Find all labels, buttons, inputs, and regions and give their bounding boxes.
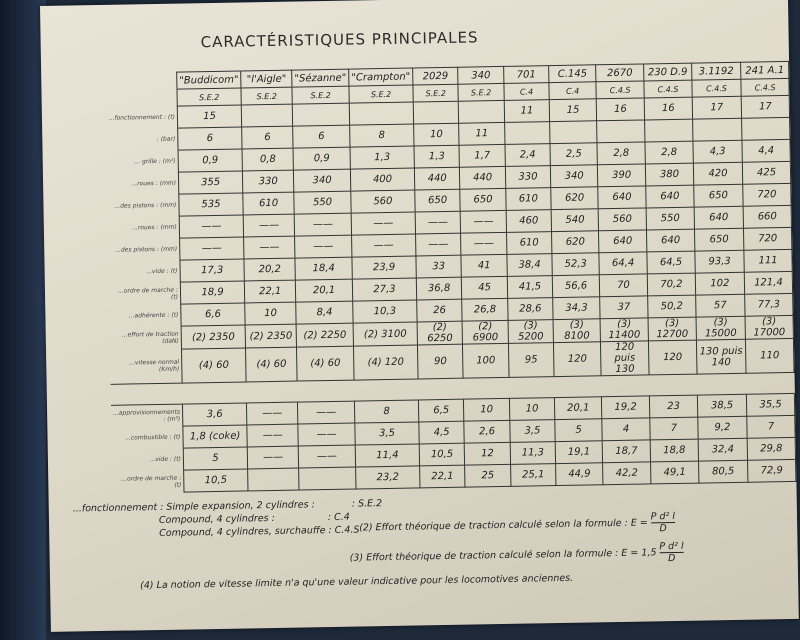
table-cell: 650 bbox=[694, 184, 744, 207]
table-cell: —— bbox=[247, 446, 298, 469]
table-cell: 1,3 bbox=[414, 145, 460, 168]
table-cell: 0,9 bbox=[178, 149, 243, 172]
column-header-type: C.4.S bbox=[644, 80, 692, 98]
table-cell: 10,5 bbox=[419, 443, 465, 466]
table-cell bbox=[292, 103, 349, 126]
table-cell: 57 bbox=[696, 294, 746, 317]
characteristics-table-area bbox=[105, 61, 796, 494]
table-cell: (3) 8100 bbox=[553, 319, 600, 343]
table-cell: 650 bbox=[460, 188, 506, 211]
column-header-type: C.4.S bbox=[596, 81, 644, 99]
table-cell: 3,6 bbox=[182, 403, 247, 426]
column-header-type: S.E.2 bbox=[458, 83, 504, 101]
header-spacer bbox=[105, 72, 177, 90]
table-cell: 130 puis 140 bbox=[696, 339, 746, 374]
table-cell: 25,1 bbox=[510, 464, 556, 487]
column-header-type: S.E.2 bbox=[292, 86, 349, 104]
table-cell: —— bbox=[180, 237, 245, 260]
table-cell: 610 bbox=[506, 232, 552, 255]
table-cell: 64,5 bbox=[647, 251, 695, 274]
footnote-1a-code: : S.E.2 bbox=[351, 498, 383, 510]
table-cell: 41 bbox=[461, 254, 507, 277]
table-cell: —— bbox=[247, 402, 298, 425]
footnote-2 bbox=[359, 511, 675, 540]
row-label: ...adhérente : (t) bbox=[128, 311, 179, 320]
facing-page-edge bbox=[0, 0, 46, 640]
table-cell: 440 bbox=[460, 166, 506, 189]
footnote-1b-code: : C.4 bbox=[327, 511, 350, 524]
table-cell: 18,8 bbox=[650, 439, 698, 462]
table-cell: 640 bbox=[647, 229, 695, 252]
table-cell: 11,4 bbox=[355, 444, 419, 467]
table-cell: 22,1 bbox=[420, 465, 466, 488]
table-cell: 650 bbox=[694, 228, 744, 251]
table-cell bbox=[645, 119, 693, 142]
table-cell: 72,9 bbox=[748, 459, 796, 482]
row-label: ...ordre de marche : (t) bbox=[118, 286, 179, 301]
footnote-1b bbox=[159, 512, 350, 526]
column-header-name: "Buddicom" bbox=[177, 71, 242, 89]
table-cell: 380 bbox=[645, 163, 693, 186]
column-header-name: C.145 bbox=[549, 65, 596, 83]
table-cell: 38,5 bbox=[697, 394, 747, 417]
table-cell: 6,5 bbox=[418, 399, 464, 422]
row-label: ...roues : (mm) bbox=[131, 179, 177, 188]
header-spacer bbox=[105, 89, 177, 107]
table-cell: 37 bbox=[600, 296, 648, 319]
table-cell: 20,1 bbox=[555, 397, 602, 420]
table-cell: 440 bbox=[414, 167, 460, 190]
table-cell: —— bbox=[461, 210, 507, 233]
table-cell: (2) 6250 bbox=[417, 321, 463, 345]
table-cell: 33 bbox=[416, 255, 462, 278]
table-cell: 49,1 bbox=[651, 461, 699, 484]
table-cell bbox=[241, 104, 292, 127]
table-cell: 3,5 bbox=[510, 420, 556, 443]
table-cell: 6 bbox=[242, 126, 293, 149]
table-cell: 100 bbox=[463, 343, 509, 378]
table-cell: 2,4 bbox=[505, 144, 551, 167]
table-cell: 110 bbox=[745, 338, 794, 373]
footnote-3-formula bbox=[659, 541, 684, 564]
row-label: : (bar) bbox=[156, 135, 176, 143]
table-cell: 0,9 bbox=[293, 147, 350, 170]
table-cell: 18,4 bbox=[295, 257, 352, 280]
column-header-name: 230 D.9 bbox=[644, 63, 692, 81]
table-cell bbox=[299, 467, 356, 490]
table-cell: —— bbox=[352, 234, 416, 257]
table-cell: 23,2 bbox=[356, 466, 420, 489]
column-header-name: 701 bbox=[503, 66, 549, 84]
table-cell: 10 bbox=[245, 302, 296, 325]
table-cell: 9,2 bbox=[698, 416, 748, 439]
table-cell: 6 bbox=[293, 125, 350, 148]
table-cell: 50,2 bbox=[648, 295, 696, 318]
table-cell: 650 bbox=[415, 189, 461, 212]
table-cell: 8 bbox=[350, 124, 414, 147]
tender-data-body bbox=[111, 393, 796, 493]
table-cell: 15 bbox=[177, 105, 242, 128]
table-cell: 11 bbox=[504, 100, 550, 123]
table-cell: 19,1 bbox=[555, 441, 602, 464]
table-cell: 120 bbox=[648, 340, 696, 375]
document-page bbox=[40, 0, 799, 632]
table-cell: 10 bbox=[509, 398, 555, 421]
table-cell: —— bbox=[461, 232, 507, 255]
table-cell: 120 bbox=[554, 342, 601, 377]
table-cell: 11 bbox=[459, 122, 505, 145]
column-header-name: 2029 bbox=[413, 67, 459, 85]
column-header-type: C.4 bbox=[549, 82, 596, 100]
table-cell: (2) 6900 bbox=[462, 320, 508, 344]
table-cell: 29,8 bbox=[747, 437, 795, 460]
table-cell: (3) 5200 bbox=[508, 320, 554, 344]
formula-denominator: D bbox=[667, 552, 676, 565]
table-cell: —— bbox=[298, 423, 355, 446]
table-cell: 330 bbox=[505, 166, 551, 189]
table-cell: 355 bbox=[178, 171, 243, 194]
table-cell: 20,2 bbox=[244, 258, 295, 281]
table-cell: (3) 12700 bbox=[648, 317, 696, 341]
table-cell: 27,3 bbox=[352, 278, 416, 301]
table-cell: 8 bbox=[354, 400, 418, 423]
table-cell: 64,4 bbox=[599, 252, 647, 275]
table-cell: 2,8 bbox=[645, 141, 693, 164]
table-cell: 390 bbox=[597, 164, 645, 187]
table-cell: 550 bbox=[646, 207, 694, 230]
table-cell: 26,8 bbox=[462, 298, 508, 321]
table-cell: 560 bbox=[351, 190, 415, 213]
table-cell bbox=[413, 101, 459, 124]
formula-denominator: D bbox=[659, 523, 667, 535]
table-cell: 17 bbox=[692, 96, 742, 119]
table-cell: 120 puis 130 bbox=[601, 341, 649, 376]
table-cell bbox=[692, 118, 742, 141]
table-cell: 340 bbox=[551, 165, 598, 188]
table-cell: 1,7 bbox=[459, 144, 505, 167]
table-cell: 42,2 bbox=[603, 462, 651, 485]
table-cell: 4,5 bbox=[419, 421, 465, 444]
table-cell: 121,4 bbox=[744, 271, 792, 294]
table-cell: 95 bbox=[508, 343, 554, 378]
row-label: ...effort de traction (daN) bbox=[121, 330, 179, 345]
table-cell: 11,3 bbox=[510, 442, 556, 465]
column-header-name: 3.1192 bbox=[692, 62, 741, 80]
table-cell: 25 bbox=[465, 464, 511, 487]
table-cell: 420 bbox=[693, 162, 743, 185]
row-label: ...ordre de marche : (t) bbox=[121, 474, 182, 489]
table-cell: 425 bbox=[742, 161, 790, 184]
row-label: ... grille : (m²) bbox=[134, 157, 176, 166]
formula-numerator: P d² l bbox=[659, 540, 684, 553]
table-cell: 3,5 bbox=[355, 422, 419, 445]
table-cell: 560 bbox=[598, 208, 646, 231]
table-cell: 23,9 bbox=[352, 256, 416, 279]
footnote-3 bbox=[349, 541, 683, 570]
table-cell: 610 bbox=[506, 188, 552, 211]
table-cell: 18,9 bbox=[180, 281, 245, 304]
table-cell: 640 bbox=[646, 185, 694, 208]
table-cell: 540 bbox=[551, 209, 598, 232]
table-cell: —— bbox=[298, 401, 355, 424]
table-cell: 610 bbox=[243, 192, 294, 215]
table-cell: 1,3 bbox=[350, 146, 414, 169]
row-label: ...des pistons : (mm) bbox=[114, 201, 177, 210]
footnote-4: (4) La notion de vitesse limite n'a qu'une valeur indicative pour les locomotives anciennes. bbox=[140, 572, 574, 592]
table-cell: 720 bbox=[743, 183, 791, 206]
row-label: ...approvisionnements : (m³) bbox=[113, 408, 181, 423]
table-cell: 640 bbox=[694, 206, 744, 229]
table-cell: (4) 60 bbox=[297, 346, 354, 381]
table-cell: 4 bbox=[602, 418, 650, 441]
table-cell: 10,5 bbox=[184, 469, 249, 492]
table-cell: —— bbox=[298, 445, 355, 468]
table-cell: 620 bbox=[551, 187, 598, 210]
characteristics-table bbox=[105, 61, 796, 494]
table-cell: 41,5 bbox=[507, 276, 553, 299]
table-cell: 1,8 (coke) bbox=[183, 425, 248, 448]
table-cell: 5 bbox=[555, 419, 602, 442]
formula-numerator: P d² l bbox=[650, 510, 676, 523]
table-cell bbox=[459, 100, 505, 123]
table-cell: (2) 2350 bbox=[245, 324, 296, 348]
footnote-2-formula bbox=[651, 511, 676, 534]
table-cell: 6,6 bbox=[181, 303, 246, 326]
table-cell: 77,3 bbox=[745, 293, 793, 316]
table-cell: (4) 120 bbox=[354, 345, 418, 380]
footnote-3-text: (3) Effort théorique de traction calculé selon la formule : E = 1,5 bbox=[349, 547, 657, 564]
table-cell: 15 bbox=[549, 99, 596, 122]
table-cell: 10 bbox=[464, 398, 510, 421]
table-cell: 35,5 bbox=[746, 393, 794, 416]
table-cell: 10 bbox=[414, 123, 460, 146]
table-cell: —— bbox=[415, 211, 461, 234]
column-header-type: C.4 bbox=[504, 83, 550, 101]
column-header-name: 2670 bbox=[596, 64, 644, 82]
table-cell: 17,3 bbox=[180, 259, 245, 282]
table-cell: (4) 60 bbox=[246, 347, 298, 382]
table-cell: 535 bbox=[179, 193, 244, 216]
column-header-type: C.4.S bbox=[741, 78, 789, 96]
table-cell: 102 bbox=[695, 272, 745, 295]
table-cell: 32,4 bbox=[698, 438, 748, 461]
table-cell: 44,9 bbox=[556, 463, 603, 486]
table-cell: 620 bbox=[552, 231, 599, 254]
table-cell: 6 bbox=[178, 127, 243, 150]
table-cell: —— bbox=[247, 424, 298, 447]
footnote-2-text: (2) Effort théorique de traction calculé selon la formule : E = bbox=[359, 517, 648, 534]
table-cell bbox=[504, 122, 550, 145]
footnote-1b-text: Compound, 4 cylindres : bbox=[158, 512, 275, 527]
table-cell: (3) 17000 bbox=[745, 315, 793, 339]
table-cell: 340 bbox=[294, 169, 351, 192]
table-cell: 34,3 bbox=[553, 297, 600, 320]
table-cell: 660 bbox=[743, 205, 791, 228]
table-cell bbox=[349, 102, 413, 125]
locomotive-data-body bbox=[106, 95, 794, 384]
table-cell: 93,3 bbox=[695, 250, 745, 273]
table-cell bbox=[550, 121, 597, 144]
table-cell: 8,4 bbox=[296, 301, 353, 324]
page-title: CARACTÉRISTIQUES PRINCIPALES bbox=[200, 28, 479, 52]
table-cell: 16 bbox=[596, 98, 644, 121]
table-cell bbox=[742, 117, 790, 140]
table-cell: 2,5 bbox=[550, 143, 597, 166]
table-cell: 70 bbox=[599, 274, 647, 297]
table-cell: 20,1 bbox=[295, 279, 352, 302]
table-cell bbox=[248, 468, 299, 491]
table-cell: —— bbox=[294, 213, 351, 236]
column-header-type: S.E.2 bbox=[413, 84, 459, 102]
column-header-name: 241 A.1 bbox=[741, 61, 789, 79]
table-cell: 26 bbox=[417, 299, 463, 322]
table-cell: 2,6 bbox=[464, 420, 510, 443]
row-label: ...des pistons : (mm) bbox=[115, 245, 178, 254]
table-cell: 45 bbox=[462, 276, 508, 299]
table-cell: 38,4 bbox=[507, 254, 553, 277]
table-cell: (4) 60 bbox=[181, 348, 246, 383]
table-cell: 550 bbox=[294, 191, 351, 214]
table-cell: 36,8 bbox=[416, 277, 462, 300]
table-cell: 111 bbox=[744, 249, 792, 272]
table-cell: 330 bbox=[243, 170, 294, 193]
table-cell: 22,1 bbox=[245, 280, 296, 303]
table-cell: 17 bbox=[741, 95, 789, 118]
table-cell: 23 bbox=[649, 395, 697, 418]
table-cell: 0,8 bbox=[242, 148, 293, 171]
row-label: ...vide : (t) bbox=[146, 267, 178, 276]
table-cell: —— bbox=[415, 233, 461, 256]
row-label: ...vitesse normal (Km/h) bbox=[129, 358, 180, 374]
table-cell: 640 bbox=[599, 230, 647, 253]
row-label: ...fonctionnement : (t) bbox=[108, 113, 175, 122]
footnote-1c: Compound, 4 cylindres, surchauffe : C.4.S bbox=[159, 524, 360, 539]
table-cell: 16 bbox=[644, 97, 692, 120]
column-header-type: S.E.2 bbox=[241, 87, 292, 105]
table-cell: —— bbox=[243, 214, 294, 237]
table-cell: (3) 15000 bbox=[696, 316, 746, 340]
table-cell: (2) 3100 bbox=[353, 322, 417, 346]
column-header-type: S.E.2 bbox=[177, 88, 242, 106]
table-cell: 2,8 bbox=[597, 142, 645, 165]
table-cell: 4,4 bbox=[742, 139, 790, 162]
row-label: ...vide : (t) bbox=[149, 455, 181, 464]
table-cell: 10,3 bbox=[353, 300, 417, 323]
table-cell: —— bbox=[179, 215, 244, 238]
table-cell: 80,5 bbox=[698, 460, 748, 483]
table-cell: 18,7 bbox=[602, 440, 650, 463]
table-cell: 12 bbox=[465, 442, 511, 465]
footnote-1a-text: ...fonctionnement : Simple expansion, 2 cylindres : bbox=[72, 499, 315, 515]
table-cell bbox=[597, 120, 645, 143]
row-label: ...combustible : (t) bbox=[125, 433, 181, 442]
table-cell: 640 bbox=[598, 186, 646, 209]
table-cell: 4,3 bbox=[693, 140, 743, 163]
table-cell: 7 bbox=[650, 417, 698, 440]
column-header-type: C.4.S bbox=[692, 79, 741, 97]
table-cell: 19,2 bbox=[602, 396, 650, 419]
table-cell: 52,3 bbox=[552, 253, 599, 276]
table-cell: 5 bbox=[183, 447, 248, 470]
table-cell: —— bbox=[351, 212, 415, 235]
table-cell: 28,6 bbox=[507, 298, 553, 321]
table-cell: —— bbox=[295, 235, 352, 258]
table-cell: (2) 2250 bbox=[296, 323, 353, 347]
table-cell: 720 bbox=[744, 227, 792, 250]
column-header-type: S.E.2 bbox=[349, 85, 413, 103]
table-cell: 56,6 bbox=[552, 275, 599, 298]
table-cell: 400 bbox=[350, 168, 414, 191]
table-cell: 460 bbox=[506, 210, 552, 233]
column-header-name: "Sézanne" bbox=[292, 69, 349, 87]
column-header-name: "Crampton" bbox=[349, 68, 413, 86]
row-label: ...roues : (mm) bbox=[132, 223, 177, 232]
table-cell: (2) 2350 bbox=[181, 325, 246, 349]
table-cell: —— bbox=[244, 236, 295, 259]
table-cell: 7 bbox=[747, 415, 795, 438]
column-header-name: 340 bbox=[458, 66, 504, 84]
column-header-name: "l'Aigle" bbox=[241, 70, 292, 88]
table-cell: 70,2 bbox=[647, 273, 695, 296]
table-cell: 90 bbox=[417, 344, 463, 379]
table-cell: (3) 11400 bbox=[600, 318, 648, 342]
